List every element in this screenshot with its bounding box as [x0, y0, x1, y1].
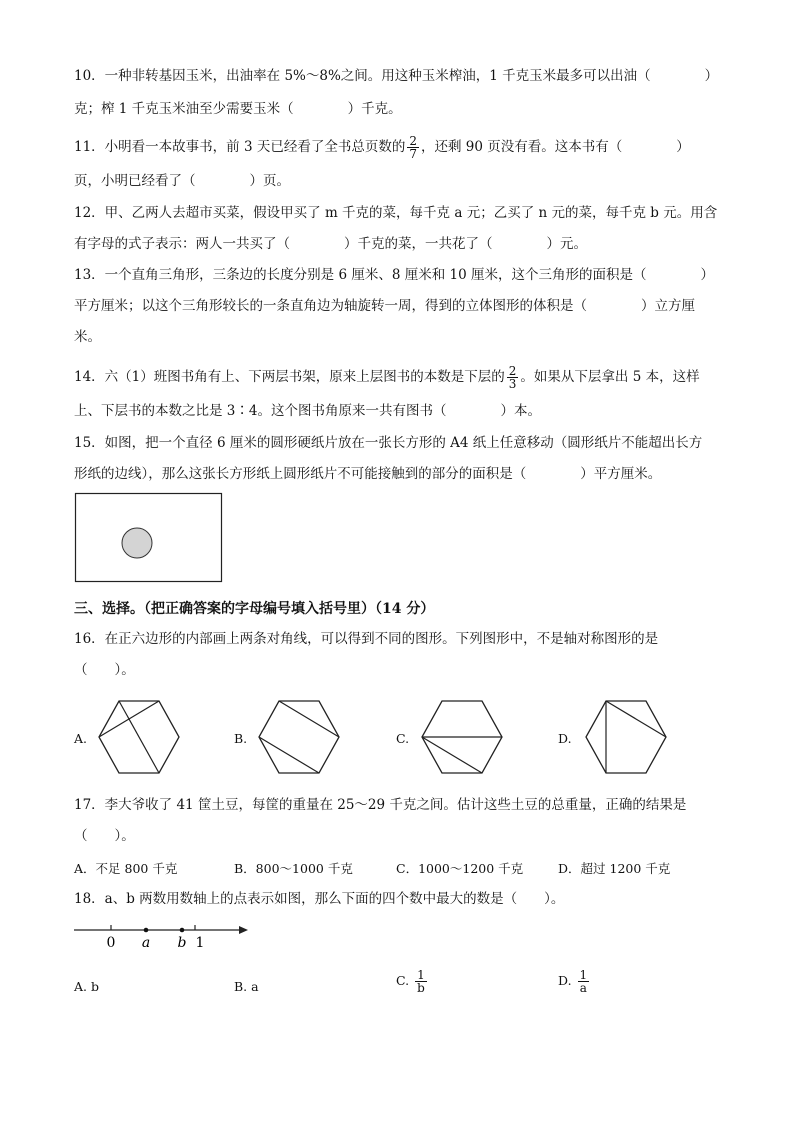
q17-line2: （ ）。: [74, 828, 135, 844]
paper-disc-circle: [122, 528, 152, 558]
q18-option-d-letter: D.: [558, 973, 572, 988]
q18-option-d-num: 1: [579, 968, 588, 982]
q16-line2: （ ）。: [74, 662, 135, 678]
q14-text-b: 。如果从下层拿出 5 本，这样: [520, 369, 700, 385]
q16-hexagon-a: [96, 698, 182, 778]
q11-text-a: 11．小明看一本故事书，前 3 天已经看了全书总页数的: [74, 139, 406, 155]
q15-line2: 形纸的边线），那么这张长方形纸上圆形纸片不可能接触到的部分的面积是（ ）平方厘米。: [74, 466, 662, 482]
q12-line1: 12．甲、乙两人去超市买菜，假设甲买了 m 千克的菜，每千克 a 元；乙买了 n 元的菜，每千克 b 元。用含: [74, 205, 718, 221]
q18-option-a: A. b: [74, 979, 99, 994]
q12-line2: 有字母的式子表示：两人一共买了（ ）千克的菜，一共花了（ ）元。: [74, 236, 587, 252]
point-b: [180, 928, 185, 933]
q10-line2: 克；榨 1 千克玉米油至少需要玉米（ ）千克。: [74, 101, 402, 117]
q18-option-d-fraction: [578, 969, 590, 994]
q13-line3: 米。: [74, 329, 101, 345]
q18-option-c-fraction: [415, 969, 427, 994]
q17-option-d: D．超过 1200 千克: [558, 861, 671, 876]
q18-option-c: [396, 969, 429, 994]
q14-text-a: 14．六（1）班图书角有上、下两层书架，原来上层图书的本数是下层的: [74, 369, 505, 385]
q16-option-b-label: B.: [234, 731, 248, 746]
q16-option-c-label: C.: [396, 731, 410, 746]
q16-option-d-label: D.: [558, 731, 572, 746]
q16-line1: 16．在正六边形的内部画上两条对角线，可以得到不同的图形。下列图形中，不是轴对称图形的是: [74, 631, 659, 647]
q16-option-a-label: A.: [74, 731, 88, 746]
q11-fraction: [407, 135, 419, 160]
q14-line1: [74, 365, 700, 390]
number-line-arrow-icon: [239, 926, 248, 934]
q18-option-b: B. a: [234, 979, 259, 994]
q18-option-c-num: 1: [415, 969, 427, 982]
q11-line2: 页，小明已经看了（ ）页。: [74, 173, 290, 189]
q14-fraction: [507, 365, 519, 390]
q13-line1: 13．一个直角三角形，三条边的长度分别是 6 厘米、8 厘米和 10 厘米，这个三角形的面积是（ ）: [74, 267, 714, 283]
q16-hexagon-b: [256, 698, 342, 778]
q11-text-b: ，还剩 90 页没有看。这本书有（ ）: [421, 139, 690, 155]
q18-option-d-den: a: [579, 981, 587, 995]
q18-number-line: [72, 918, 252, 952]
q11-frac-den: 7: [409, 147, 417, 161]
q17-option-a: A．不足 800 千克: [74, 861, 178, 876]
label-a: a: [141, 935, 151, 951]
label-zero: 0: [106, 935, 116, 951]
q11-line1: [74, 135, 690, 160]
q17-option-c: C．1000～1200 千克: [396, 861, 524, 876]
q17-line1: 17．李大爷收了 41 筐土豆，每筐的重量在 25～29 千克之间。估计这些土豆的总重量，正确的结果是: [74, 797, 687, 813]
q18-option-d: [558, 969, 591, 994]
point-a: [144, 928, 149, 933]
q16-hexagon-d: [583, 698, 669, 778]
q14-frac-num: 2: [508, 364, 517, 378]
label-one: 1: [195, 935, 205, 951]
q10-line1: 10．一种非转基因玉米，出油率在 5%～8%之间。用这种玉米榨油，1 千克玉米最多可以出油（ ）: [74, 68, 719, 84]
q13-line2: 平方厘米；以这个三角形较长的一条直角边为轴旋转一周，得到的立体图形的体积是（ ）立方厘: [74, 298, 695, 314]
section3-heading: 三、选择。（把正确答案的字母编号填入括号里）（14 分）: [74, 601, 435, 617]
q18-option-c-letter: C.: [396, 973, 410, 988]
q14-line2: 上、下层书的本数之比是 3∶4。这个图书角原来一共有图书（ ）本。: [74, 403, 541, 419]
q15-figure: [74, 492, 226, 584]
q11-frac-num: 2: [409, 134, 417, 148]
q18-line1: 18．a、b 两数用数轴上的点表示如图，那么下面的四个数中最大的数是（ ）。: [74, 891, 565, 907]
q16-hexagon-c: [419, 698, 505, 778]
q18-option-c-den: b: [417, 981, 425, 995]
q15-line1: 15．如图，把一个直径 6 厘米的圆形硬纸片放在一张长方形的 A4 纸上任意移动（圆形纸片不能超出长方: [74, 435, 703, 451]
q17-option-b: B．800～1000 千克: [234, 861, 353, 876]
q14-frac-den: 3: [508, 377, 517, 391]
label-b: b: [177, 935, 187, 951]
